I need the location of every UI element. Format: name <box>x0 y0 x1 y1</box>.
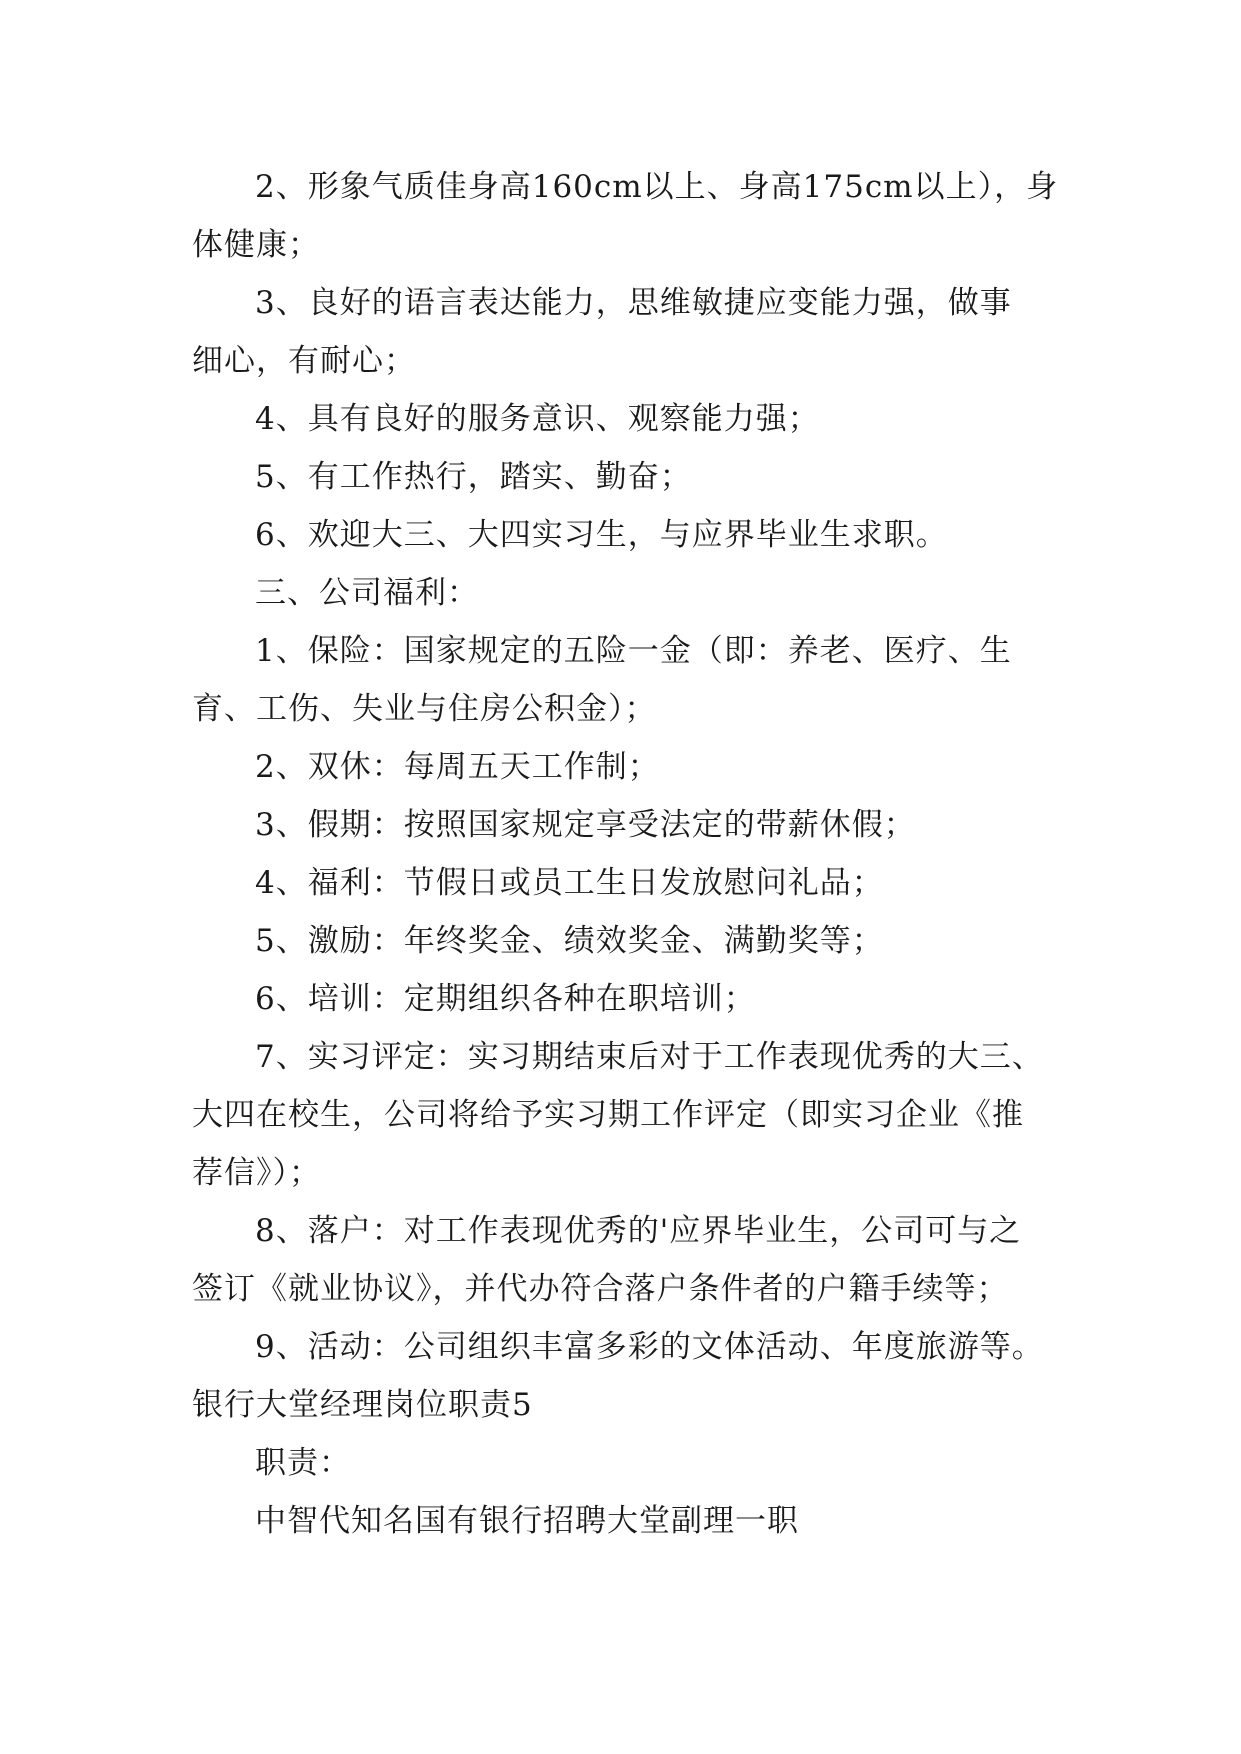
paragraph-line: 3、良好的语言表达能力，思维敏捷应变能力强，做事 <box>255 285 1012 321</box>
paragraph-line: 职责： <box>255 1445 351 1481</box>
paragraph-line: 8、落户：对工作表现优秀的'应界毕业生，公司可与之 <box>255 1213 1022 1249</box>
paragraph-line: 体健康； <box>192 227 320 263</box>
paragraph-line: 4、具有良好的服务意识、观察能力强； <box>255 401 820 437</box>
paragraph-line: 7、实习评定：实习期结束后对于工作表现优秀的大三、 <box>255 1039 1044 1075</box>
paragraph-line: 2、双休：每周五天工作制； <box>255 749 660 785</box>
paragraph-line: 签订《就业协议》，并代办符合落户条件者的户籍手续等； <box>192 1271 1009 1307</box>
paragraph-line: 荐信》）； <box>192 1155 321 1191</box>
paragraph-line: 3、假期：按照国家规定享受法定的带薪休假； <box>255 807 916 843</box>
document-title: 银行大堂经理岗位职责5 <box>192 1387 533 1423</box>
paragraph-line: 4、福利：节假日或员工生日发放慰问礼品； <box>255 865 884 901</box>
paragraph-line: 大四在校生，公司将给予实习期工作评定（即实习企业《推 <box>192 1097 1024 1133</box>
paragraph-line: 育、工伤、失业与住房公积金）； <box>192 691 657 727</box>
paragraph-line: 5、有工作热行，踏实、勤奋； <box>255 459 692 495</box>
paragraph-line: 6、培训：定期组织各种在职培训； <box>255 981 756 1017</box>
paragraph-line: 2、形象气质佳身高160cm以上、身高175cm以上），身 <box>255 169 1059 205</box>
paragraph-line: 9、活动：公司组织丰富多彩的文体活动、年度旅游等。 <box>255 1329 1044 1365</box>
paragraph-line: 5、激励：年终奖金、绩效奖金、满勤奖等； <box>255 923 884 959</box>
section-heading: 三、公司福利： <box>255 575 479 611</box>
paragraph-line: 1、保险：国家规定的五险一金（即：养老、医疗、生 <box>255 633 1012 669</box>
paragraph-line: 中智代知名国有银行招聘大堂副理一职 <box>255 1503 799 1539</box>
paragraph-line: 细心，有耐心； <box>192 343 416 379</box>
paragraph-line: 6、欢迎大三、大四实习生，与应界毕业生求职。 <box>255 517 948 553</box>
